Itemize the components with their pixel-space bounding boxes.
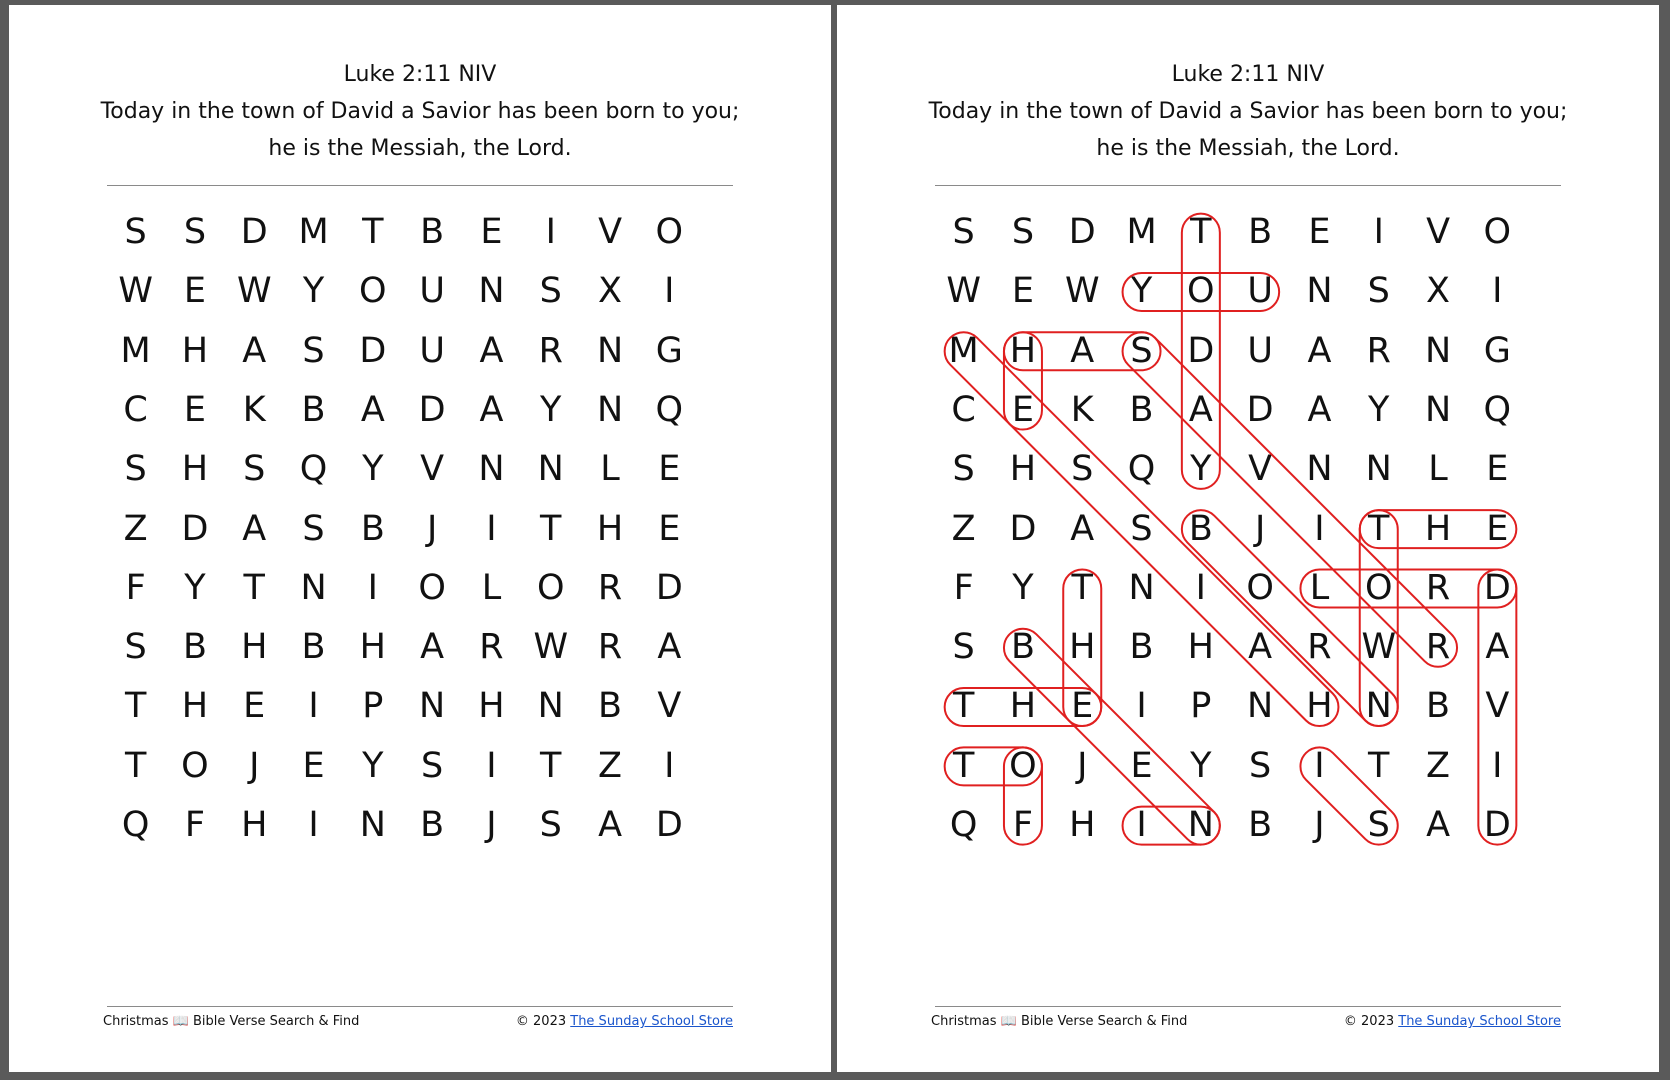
grid-letter: N bbox=[1247, 686, 1274, 727]
grid-letter: H bbox=[1424, 508, 1452, 549]
grid-letter: A bbox=[1426, 805, 1451, 845]
grid-letter: F bbox=[953, 567, 974, 608]
grid-letter: R bbox=[538, 330, 563, 371]
grid-letter: M bbox=[1126, 212, 1157, 252]
grid-letter: E bbox=[1011, 271, 1034, 312]
grid-letter: N bbox=[596, 389, 624, 430]
grid-letter: D bbox=[1187, 330, 1215, 371]
grid-letter: S bbox=[124, 212, 147, 252]
grid-letter: Y bbox=[1012, 567, 1034, 608]
grid-letter: F bbox=[184, 805, 206, 845]
grid-letter: T bbox=[540, 508, 562, 549]
grid-letter: N bbox=[596, 330, 624, 371]
grid-letter: Y bbox=[1190, 449, 1212, 490]
grid-letter: I bbox=[486, 745, 497, 786]
grid-letter: K bbox=[242, 389, 266, 430]
grid-letter: L bbox=[1428, 449, 1448, 490]
answer-overlay bbox=[934, 203, 1566, 835]
grid-letter: Q bbox=[1483, 389, 1512, 430]
copyright-text: © 2023 bbox=[515, 1014, 567, 1029]
grid-letter: U bbox=[419, 330, 445, 371]
grid-letter: H bbox=[1009, 686, 1037, 727]
grid-letter: V bbox=[1426, 212, 1451, 252]
grid-letter: S bbox=[124, 627, 147, 668]
grid-letter: T bbox=[362, 212, 384, 252]
grid-letter: S bbox=[952, 449, 975, 490]
grid-letter: N bbox=[1365, 686, 1392, 727]
grid-letter: O bbox=[1483, 212, 1512, 252]
grid-letter: O bbox=[655, 212, 684, 252]
grid-letter: W bbox=[1064, 271, 1100, 312]
grid-letter: N bbox=[1187, 805, 1214, 845]
grid-letter: B bbox=[1426, 686, 1451, 727]
grid-letter: R bbox=[1366, 330, 1391, 371]
grid-letter: O bbox=[1364, 567, 1393, 608]
answer-ring-savior bbox=[1115, 324, 1465, 674]
grid-letter: S bbox=[1130, 330, 1153, 371]
grid-letter: I bbox=[1314, 745, 1325, 786]
verse-line-2: he is the Messiah, the Lord. bbox=[268, 136, 572, 161]
grid-letter: C bbox=[951, 389, 976, 430]
grid-letter: S bbox=[1367, 271, 1390, 312]
verse-text bbox=[837, 93, 1659, 167]
grid-letter: S bbox=[1011, 212, 1035, 252]
grid-letter: M bbox=[948, 330, 979, 371]
answer-ring-david bbox=[1478, 569, 1516, 844]
grid-letter: I bbox=[1195, 567, 1206, 608]
answer-ring-today bbox=[1182, 214, 1220, 489]
grid-letter: S bbox=[302, 330, 325, 371]
grid-letter: A bbox=[657, 627, 682, 668]
grid-letter: S bbox=[539, 271, 562, 312]
grid-letter: D bbox=[1009, 508, 1037, 549]
grid-letter: I bbox=[1136, 805, 1147, 845]
grid-letter: N bbox=[359, 805, 386, 845]
grid-letter: V bbox=[1485, 686, 1510, 727]
grid-letter: V bbox=[657, 686, 682, 727]
grid-letter: L bbox=[1309, 567, 1330, 608]
grid-letter: J bbox=[1077, 745, 1088, 786]
grid-letter: T bbox=[1368, 745, 1390, 786]
grid-letter: R bbox=[597, 567, 623, 608]
grid-letter: O bbox=[181, 745, 209, 786]
grid-letter: E bbox=[302, 745, 325, 786]
grid-letter: N bbox=[537, 686, 564, 727]
grid-letter: U bbox=[419, 271, 445, 312]
grid-letter: U bbox=[1247, 271, 1273, 312]
grid-letter: J bbox=[486, 805, 497, 845]
grid-letter: Z bbox=[123, 508, 148, 549]
grid-letter: H bbox=[181, 449, 209, 490]
grid-letter: A bbox=[1307, 330, 1332, 371]
grid-letter: I bbox=[545, 212, 556, 252]
grid-letter: A bbox=[420, 627, 445, 668]
footer-title: Christmas 📖 Bible Verse Search & Find bbox=[103, 1014, 360, 1029]
grid-letter: A bbox=[598, 805, 623, 845]
grid-letter: N bbox=[478, 271, 505, 312]
answer-ring-messiah bbox=[937, 324, 1347, 734]
grid-letter: J bbox=[249, 745, 260, 786]
grid-letter: N bbox=[1128, 567, 1155, 608]
grid-letter: F bbox=[1012, 805, 1034, 845]
grid-letter: T bbox=[124, 745, 147, 786]
grid-letter: R bbox=[597, 627, 623, 668]
grid-letter: I bbox=[664, 271, 675, 312]
grid-letter: J bbox=[1314, 805, 1325, 845]
grid-letter: O bbox=[536, 567, 565, 608]
grid-letter: N bbox=[1306, 449, 1333, 490]
grid-letter: E bbox=[480, 212, 503, 252]
verse-line-1: Today in the town of David a Savior has been born to you; bbox=[928, 99, 1568, 124]
grid-letter: B bbox=[598, 686, 623, 727]
verse-reference: Luke 2:11 NIV bbox=[343, 62, 497, 87]
grid-letter: N bbox=[1365, 449, 1392, 490]
grid-letter: V bbox=[1248, 449, 1273, 490]
grid-letter: Y bbox=[1190, 745, 1212, 786]
grid-letter: X bbox=[598, 271, 623, 312]
grid-letter: T bbox=[540, 745, 562, 786]
grid-letter: E bbox=[1486, 508, 1509, 549]
copyright-text: © 2023 bbox=[1343, 1014, 1395, 1029]
grid-letter: S bbox=[952, 627, 975, 668]
grid-letter: I bbox=[1492, 271, 1503, 312]
grid-letter: Q bbox=[121, 805, 150, 845]
verse-line-2: he is the Messiah, the Lord. bbox=[1096, 136, 1400, 161]
grid-letter: X bbox=[1426, 271, 1451, 312]
grid-letter: A bbox=[1307, 389, 1332, 430]
bottom-divider bbox=[935, 1006, 1561, 1007]
grid-letter: I bbox=[1373, 212, 1384, 252]
grid-letter: E bbox=[243, 686, 266, 727]
grid-letter: I bbox=[664, 745, 675, 786]
grid-letter: H bbox=[1009, 449, 1037, 490]
grid-letter: S bbox=[1367, 805, 1390, 845]
grid-letter: O bbox=[418, 567, 446, 608]
grid-letter: H bbox=[241, 627, 268, 668]
grid-letter: B bbox=[1129, 627, 1154, 668]
answer-ring-been bbox=[996, 621, 1228, 853]
grid-letter: S bbox=[124, 449, 147, 490]
store-link[interactable]: The Sunday School Store bbox=[1398, 1014, 1561, 1029]
grid-letter: Y bbox=[540, 389, 562, 430]
grid-letter: D bbox=[240, 212, 268, 252]
grid-letter: Y bbox=[362, 745, 384, 786]
grid-letter: Q bbox=[655, 389, 684, 430]
grid-letter: A bbox=[1070, 330, 1095, 371]
grid-letter: N bbox=[1424, 330, 1452, 371]
grid-letter: Y bbox=[184, 567, 206, 608]
grid-letter: E bbox=[1130, 745, 1153, 786]
grid-letter: W bbox=[236, 271, 272, 312]
footer-title: Christmas 📖 Bible Verse Search & Find bbox=[931, 1014, 1188, 1029]
grid-letter: S bbox=[1130, 508, 1153, 549]
grid-letter: B bbox=[301, 389, 326, 430]
grid-letter: W bbox=[1361, 627, 1397, 668]
grid-letter: A bbox=[479, 389, 504, 430]
grid-letter: O bbox=[1246, 567, 1274, 608]
grid-letter: N bbox=[1424, 389, 1452, 430]
grid-letter: V bbox=[420, 449, 445, 490]
grid-letter: I bbox=[1492, 745, 1503, 786]
footer-credit bbox=[516, 1014, 733, 1029]
grid-letter: E bbox=[1308, 212, 1331, 252]
grid-letter: A bbox=[242, 508, 267, 549]
answer-ring-you bbox=[1123, 273, 1280, 311]
answer-ring-of bbox=[1004, 747, 1042, 844]
grid-letter: R bbox=[1307, 627, 1332, 668]
grid-letter: I bbox=[308, 805, 319, 845]
grid-letter: B bbox=[1129, 389, 1154, 430]
grid-letter: C bbox=[123, 389, 148, 430]
grid-letter: W bbox=[946, 271, 981, 312]
grid-letter: A bbox=[1248, 627, 1273, 668]
grid-letter: R bbox=[1425, 627, 1451, 668]
grid-letter: I bbox=[1314, 508, 1325, 549]
grid-letter: N bbox=[1306, 271, 1333, 312]
grid-letter: A bbox=[242, 330, 267, 371]
grid-letter: Y bbox=[362, 449, 384, 490]
grid-letter: D bbox=[655, 567, 683, 608]
grid-letter: L bbox=[600, 449, 620, 490]
grid-letter: B bbox=[182, 627, 207, 668]
grid-letter: H bbox=[181, 330, 209, 371]
grid-letter: D bbox=[181, 508, 209, 549]
answer-ring-the bbox=[1063, 569, 1101, 726]
grid-letter: E bbox=[183, 271, 206, 312]
grid-letter: W bbox=[118, 271, 153, 312]
grid-letter: J bbox=[1254, 508, 1266, 549]
grid-letter: H bbox=[241, 805, 268, 845]
grid-letter: Q bbox=[299, 449, 328, 490]
grid-letter: A bbox=[479, 330, 504, 371]
grid-letter: L bbox=[481, 567, 502, 608]
grid-letter: H bbox=[1069, 805, 1096, 845]
puzzle-page-right-answer-key bbox=[837, 5, 1659, 1072]
grid-letter: D bbox=[655, 805, 683, 845]
answer-ring-has bbox=[1004, 332, 1161, 370]
grid-letter: Y bbox=[1130, 271, 1153, 312]
grid-letter: O bbox=[359, 271, 387, 312]
bottom-divider bbox=[107, 1006, 733, 1007]
grid-letter: I bbox=[367, 567, 378, 608]
grid-letter: T bbox=[1190, 212, 1212, 252]
grid-letter: Z bbox=[598, 745, 623, 786]
grid-letter: T bbox=[952, 745, 975, 786]
grid-letter: S bbox=[183, 212, 207, 252]
grid-letter: E bbox=[1071, 686, 1094, 727]
grid-letter: S bbox=[1249, 745, 1272, 786]
grid-letter: R bbox=[479, 627, 504, 668]
grid-letter: D bbox=[1483, 567, 1511, 608]
grid-letter: H bbox=[1009, 330, 1037, 371]
grid-letter: S bbox=[539, 805, 562, 845]
grid-letter: E bbox=[1011, 389, 1034, 430]
grid-letter: O bbox=[1187, 271, 1215, 312]
grid-letter: P bbox=[362, 686, 384, 727]
grid-letter: M bbox=[120, 330, 151, 371]
grid-letter: N bbox=[537, 449, 564, 490]
grid-letter: N bbox=[419, 686, 446, 727]
grid-letter: I bbox=[308, 686, 319, 727]
store-link[interactable]: The Sunday School Store bbox=[570, 1014, 733, 1029]
grid-letter: S bbox=[302, 508, 325, 549]
grid-letter: B bbox=[1248, 212, 1273, 252]
grid-letter: Z bbox=[1426, 745, 1451, 786]
grid-letter: H bbox=[181, 686, 209, 727]
grid-letter: D bbox=[418, 389, 446, 430]
puzzle-page-left bbox=[9, 5, 831, 1072]
grid-letter: S bbox=[421, 745, 444, 786]
grid-letter: T bbox=[124, 686, 147, 727]
grid-letter: E bbox=[183, 389, 206, 430]
grid-letter: N bbox=[478, 449, 505, 490]
answer-ring-he bbox=[1004, 332, 1042, 429]
word-search-grid-answers bbox=[934, 203, 1566, 845]
grid-letter: B bbox=[1248, 805, 1273, 845]
grid-letter: U bbox=[1247, 330, 1273, 371]
grid-letter: E bbox=[658, 449, 681, 490]
grid-letter: S bbox=[243, 449, 266, 490]
grid-letter: B bbox=[420, 805, 445, 845]
grid-letter: D bbox=[1246, 389, 1274, 430]
grid-letter: B bbox=[1010, 627, 1035, 668]
grid-letter: Z bbox=[951, 508, 976, 549]
answer-ring-the bbox=[1360, 510, 1517, 548]
verse-text bbox=[9, 93, 831, 167]
grid-letter: S bbox=[1071, 449, 1094, 490]
grid-letter: E bbox=[1486, 449, 1509, 490]
grid-letter: R bbox=[1425, 567, 1451, 608]
grid-letter: H bbox=[1306, 686, 1333, 727]
word-search-grid bbox=[106, 203, 738, 845]
grid-letter: A bbox=[360, 389, 385, 430]
grid-letter: E bbox=[658, 508, 681, 549]
grid-letter: H bbox=[478, 686, 505, 727]
grid-letter: J bbox=[426, 508, 438, 549]
verse-reference: Luke 2:11 NIV bbox=[1171, 62, 1325, 87]
grid-letter: I bbox=[486, 508, 497, 549]
grid-letter: O bbox=[1009, 745, 1037, 786]
answer-ring-to bbox=[945, 747, 1042, 785]
grid-letter: Q bbox=[1127, 449, 1156, 490]
grid-letter: K bbox=[1070, 389, 1094, 430]
grid-letter: D bbox=[1483, 805, 1511, 845]
grid-letter: H bbox=[1069, 627, 1096, 668]
grid-letter: B bbox=[301, 627, 326, 668]
grid-letter: Q bbox=[949, 805, 978, 845]
grid-letter: A bbox=[1485, 627, 1510, 668]
grid-letter: D bbox=[359, 330, 387, 371]
grid-letter: W bbox=[533, 627, 569, 668]
grid-letter: B bbox=[360, 508, 385, 549]
grid-letter: T bbox=[1071, 567, 1093, 608]
verse-line-1: Today in the town of David a Savior has been born to you; bbox=[100, 99, 740, 124]
grid-letter: A bbox=[1070, 508, 1095, 549]
grid-letter: G bbox=[655, 330, 683, 371]
grid-letter: I bbox=[1136, 686, 1147, 727]
grid-letter: N bbox=[300, 567, 327, 608]
top-divider bbox=[935, 185, 1561, 186]
grid-letter: G bbox=[1483, 330, 1511, 371]
top-divider bbox=[107, 185, 733, 186]
grid-letter: H bbox=[596, 508, 624, 549]
answer-ring-born bbox=[1174, 502, 1406, 734]
grid-letter: F bbox=[125, 567, 146, 608]
grid-letter: M bbox=[298, 212, 329, 252]
answer-ring-the bbox=[945, 688, 1102, 726]
grid-letter: B bbox=[1188, 508, 1213, 549]
grid-letter: Y bbox=[302, 271, 325, 312]
grid-letter: Y bbox=[1368, 389, 1390, 430]
grid-letter: B bbox=[420, 212, 445, 252]
grid-letter: V bbox=[598, 212, 623, 252]
grid-letter: P bbox=[1190, 686, 1212, 727]
grid-letter: S bbox=[952, 212, 975, 252]
grid-letter: D bbox=[1068, 212, 1096, 252]
grid-letter: T bbox=[952, 686, 975, 727]
footer-credit bbox=[1344, 1014, 1561, 1029]
grid-letter: A bbox=[1188, 389, 1213, 430]
grid-letter: H bbox=[1187, 627, 1214, 668]
grid-letter: T bbox=[1368, 508, 1390, 549]
grid-letter: H bbox=[359, 627, 386, 668]
grid-letter: T bbox=[243, 567, 265, 608]
